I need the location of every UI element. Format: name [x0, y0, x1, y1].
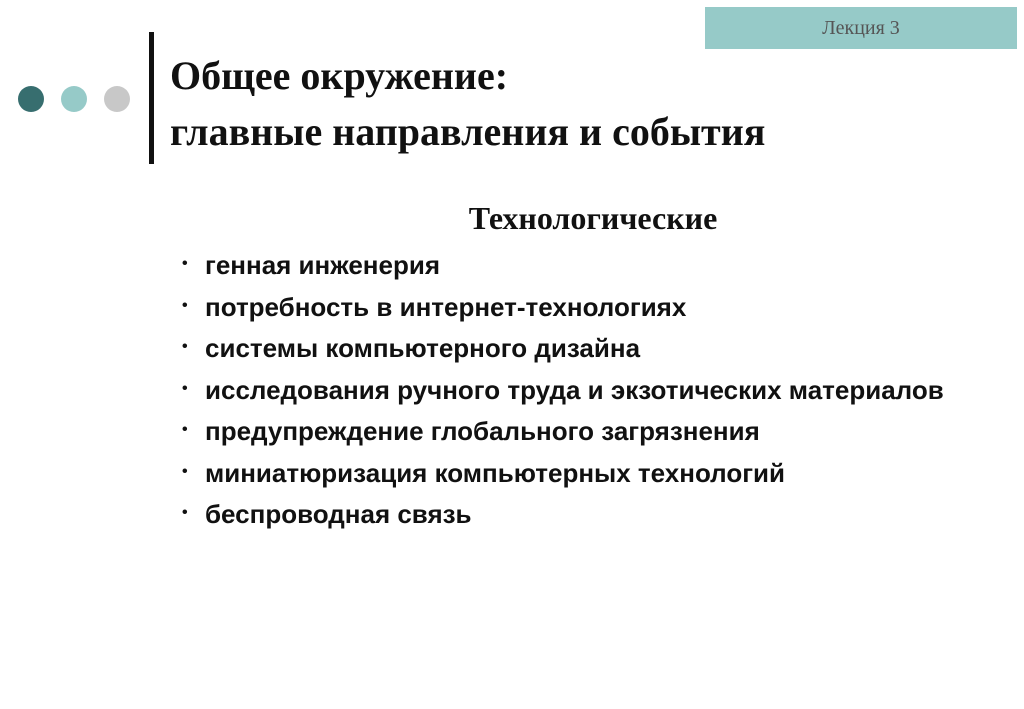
bullet-text: потребность в интернет-технологиях — [205, 291, 687, 322]
bullet-text: предупреждение глобального загрязнения — [205, 416, 760, 446]
bullet-list — [177, 244, 1007, 535]
slide-title-line-1: Общее окружение: — [170, 53, 509, 98]
bullet-item — [177, 410, 1007, 452]
bullet-text: миниатюризация компьютерных технологий — [205, 457, 786, 488]
light-teal-dot — [61, 86, 87, 112]
bullet-item — [177, 493, 1007, 535]
section-heading: Технологические — [468, 200, 718, 236]
bullet-icon: • — [182, 462, 188, 480]
bullet-icon: • — [182, 338, 188, 355]
bullet-icon: • — [182, 421, 188, 438]
bullet-text: исследования ручного труда и экзотических материалов — [205, 374, 944, 405]
bullet-icon: • — [182, 504, 188, 521]
decorative-dots — [18, 86, 130, 112]
title-divider-bar — [149, 32, 154, 164]
bullet-icon: • — [182, 296, 188, 314]
bullet-text: беспроводная связь — [205, 499, 472, 529]
bullet-item — [177, 244, 1007, 286]
slide-title-line-2: главные направления и события — [170, 109, 766, 154]
bullet-item — [177, 452, 1007, 494]
bullet-item — [177, 286, 1007, 328]
bullet-item — [177, 327, 1007, 369]
bullet-text: генная инженерия — [205, 250, 440, 280]
bullet-item — [177, 369, 1007, 411]
gray-dot — [104, 86, 130, 112]
slide-title — [170, 48, 765, 160]
dark-teal-dot — [18, 86, 44, 112]
bullet-text: системы компьютерного дизайна — [205, 333, 641, 363]
bullet-icon: • — [182, 379, 188, 397]
bullet-icon: • — [182, 255, 188, 272]
lecture-number-label: Лекция 3 — [705, 7, 1017, 49]
